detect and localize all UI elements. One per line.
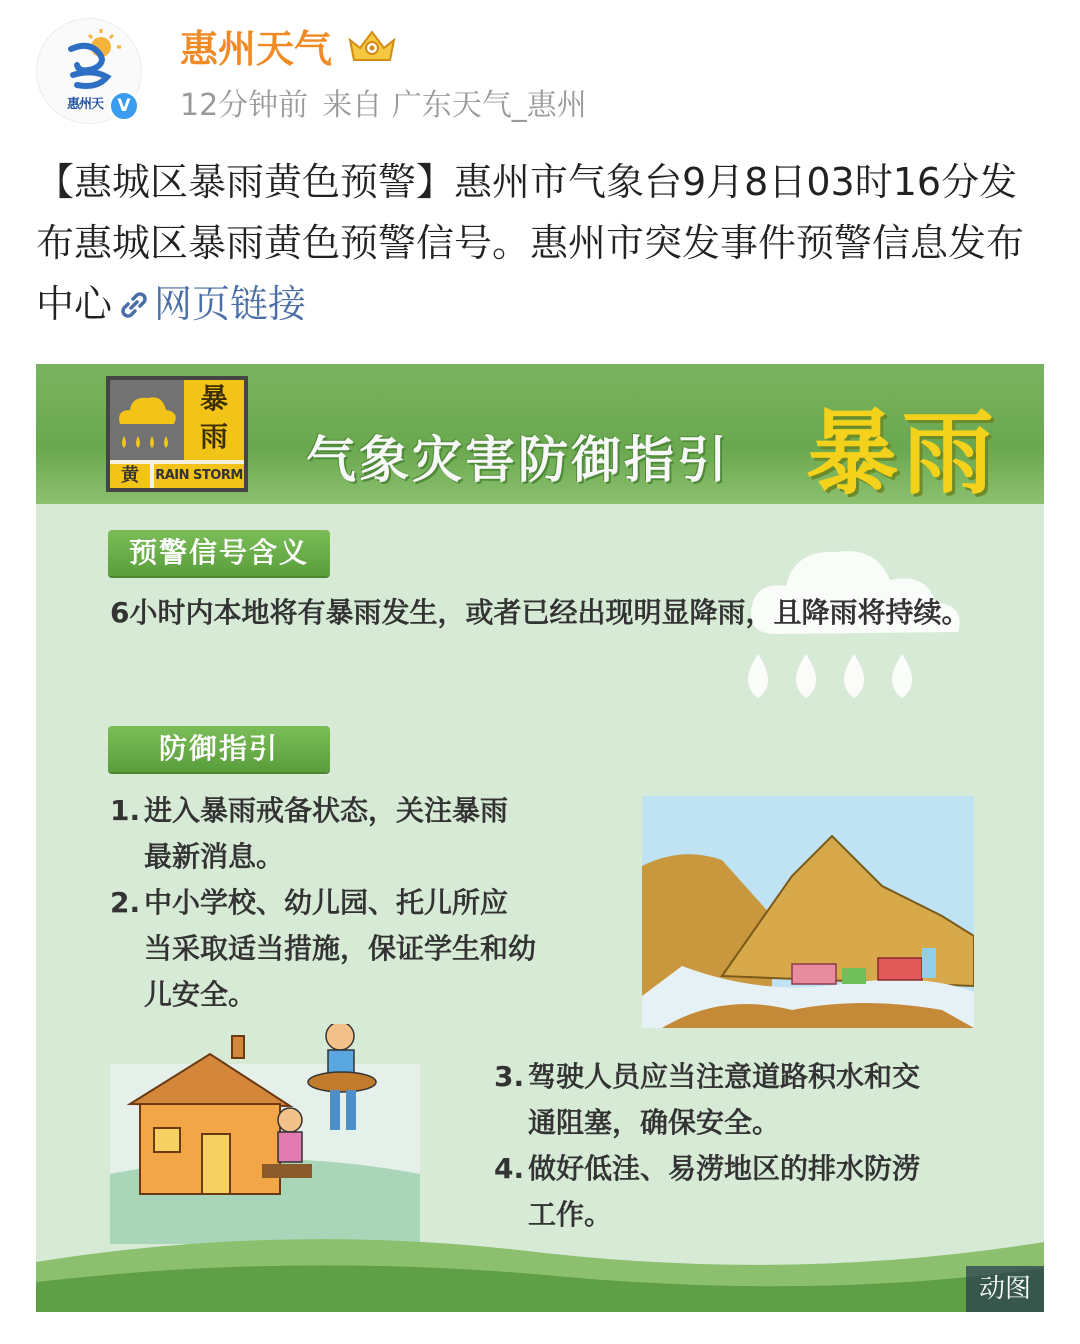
guide-3-line1: 驾驶人员应当注意道路积水和交: [528, 1060, 921, 1093]
signal-char-top: 暴: [199, 382, 228, 415]
web-link[interactable]: 网页链接: [154, 282, 307, 326]
avatar-text: 惠州天: [66, 97, 103, 112]
post-meta: [180, 80, 587, 124]
signal-meaning-text: 6小时内本地将有暴雨发生，或者已经出现明显降雨，且降雨将持续。: [110, 596, 970, 629]
verified-badge-icon: V: [108, 90, 140, 122]
post-time: 12分钟前: [180, 88, 309, 123]
guide-item-1: [110, 788, 590, 880]
gif-badge: 动图: [966, 1266, 1044, 1312]
signal-english-label: RAIN STORM: [154, 464, 244, 488]
post-source[interactable]: 来自 广东天气_惠州: [322, 88, 587, 123]
guide-num-1: 1.: [110, 794, 141, 827]
guide-3-line2: 通阻塞，确保安全。: [528, 1106, 781, 1139]
guide-1-line1: 进入暴雨戒备状态，关注暴雨: [144, 794, 509, 827]
section-label-meaning: 预警信号含义: [108, 530, 330, 576]
guide-4-line2: 工作。: [528, 1198, 613, 1231]
guide-2-line1: 中小学校、幼儿园、托儿所应: [144, 886, 509, 919]
header-rainstorm-title: 暴雨: [806, 400, 999, 507]
rain-cloud-icon: [110, 380, 184, 460]
rainstorm-signal-icon: [106, 376, 248, 492]
section-label-guide: 防御指引: [108, 726, 330, 772]
post-body: 【惠城区暴雨黄色预警】惠州市气象台9月8日03时16分发布惠城区暴雨黄色预警信号。惠州市突发事件预警信息发布中心: [36, 160, 1025, 326]
header-title: 气象灾害防御指引: [306, 431, 730, 489]
guide-2-line2: 当采取适当措施，保证学生和幼: [144, 932, 537, 965]
house-children-illustration: [110, 1024, 420, 1244]
account-name[interactable]: 惠州天气: [180, 27, 333, 71]
bottom-wave-decoration: [36, 1222, 1044, 1312]
crown-icon: [346, 26, 398, 64]
infographic-image[interactable]: [36, 364, 1044, 1312]
signal-chars: [184, 380, 244, 460]
guide-num-3: 3.: [494, 1060, 525, 1093]
guide-item-2: [110, 880, 610, 1018]
post-text: [36, 152, 1044, 335]
guide-1-line2: 最新消息。: [144, 840, 285, 873]
guide-4-line1: 做好低洼、易涝地区的排水防涝: [528, 1152, 921, 1185]
signal-color-label: 黄: [110, 464, 150, 488]
guide-num-4: 4.: [494, 1152, 525, 1185]
link-icon[interactable]: [116, 287, 152, 323]
guide-item-3: [494, 1054, 994, 1146]
guide-num-2: 2.: [110, 886, 141, 919]
signal-char-bottom: 雨: [199, 420, 228, 453]
guide-2-line3: 儿安全。: [144, 978, 257, 1011]
mountain-village-illustration: [642, 796, 974, 1028]
